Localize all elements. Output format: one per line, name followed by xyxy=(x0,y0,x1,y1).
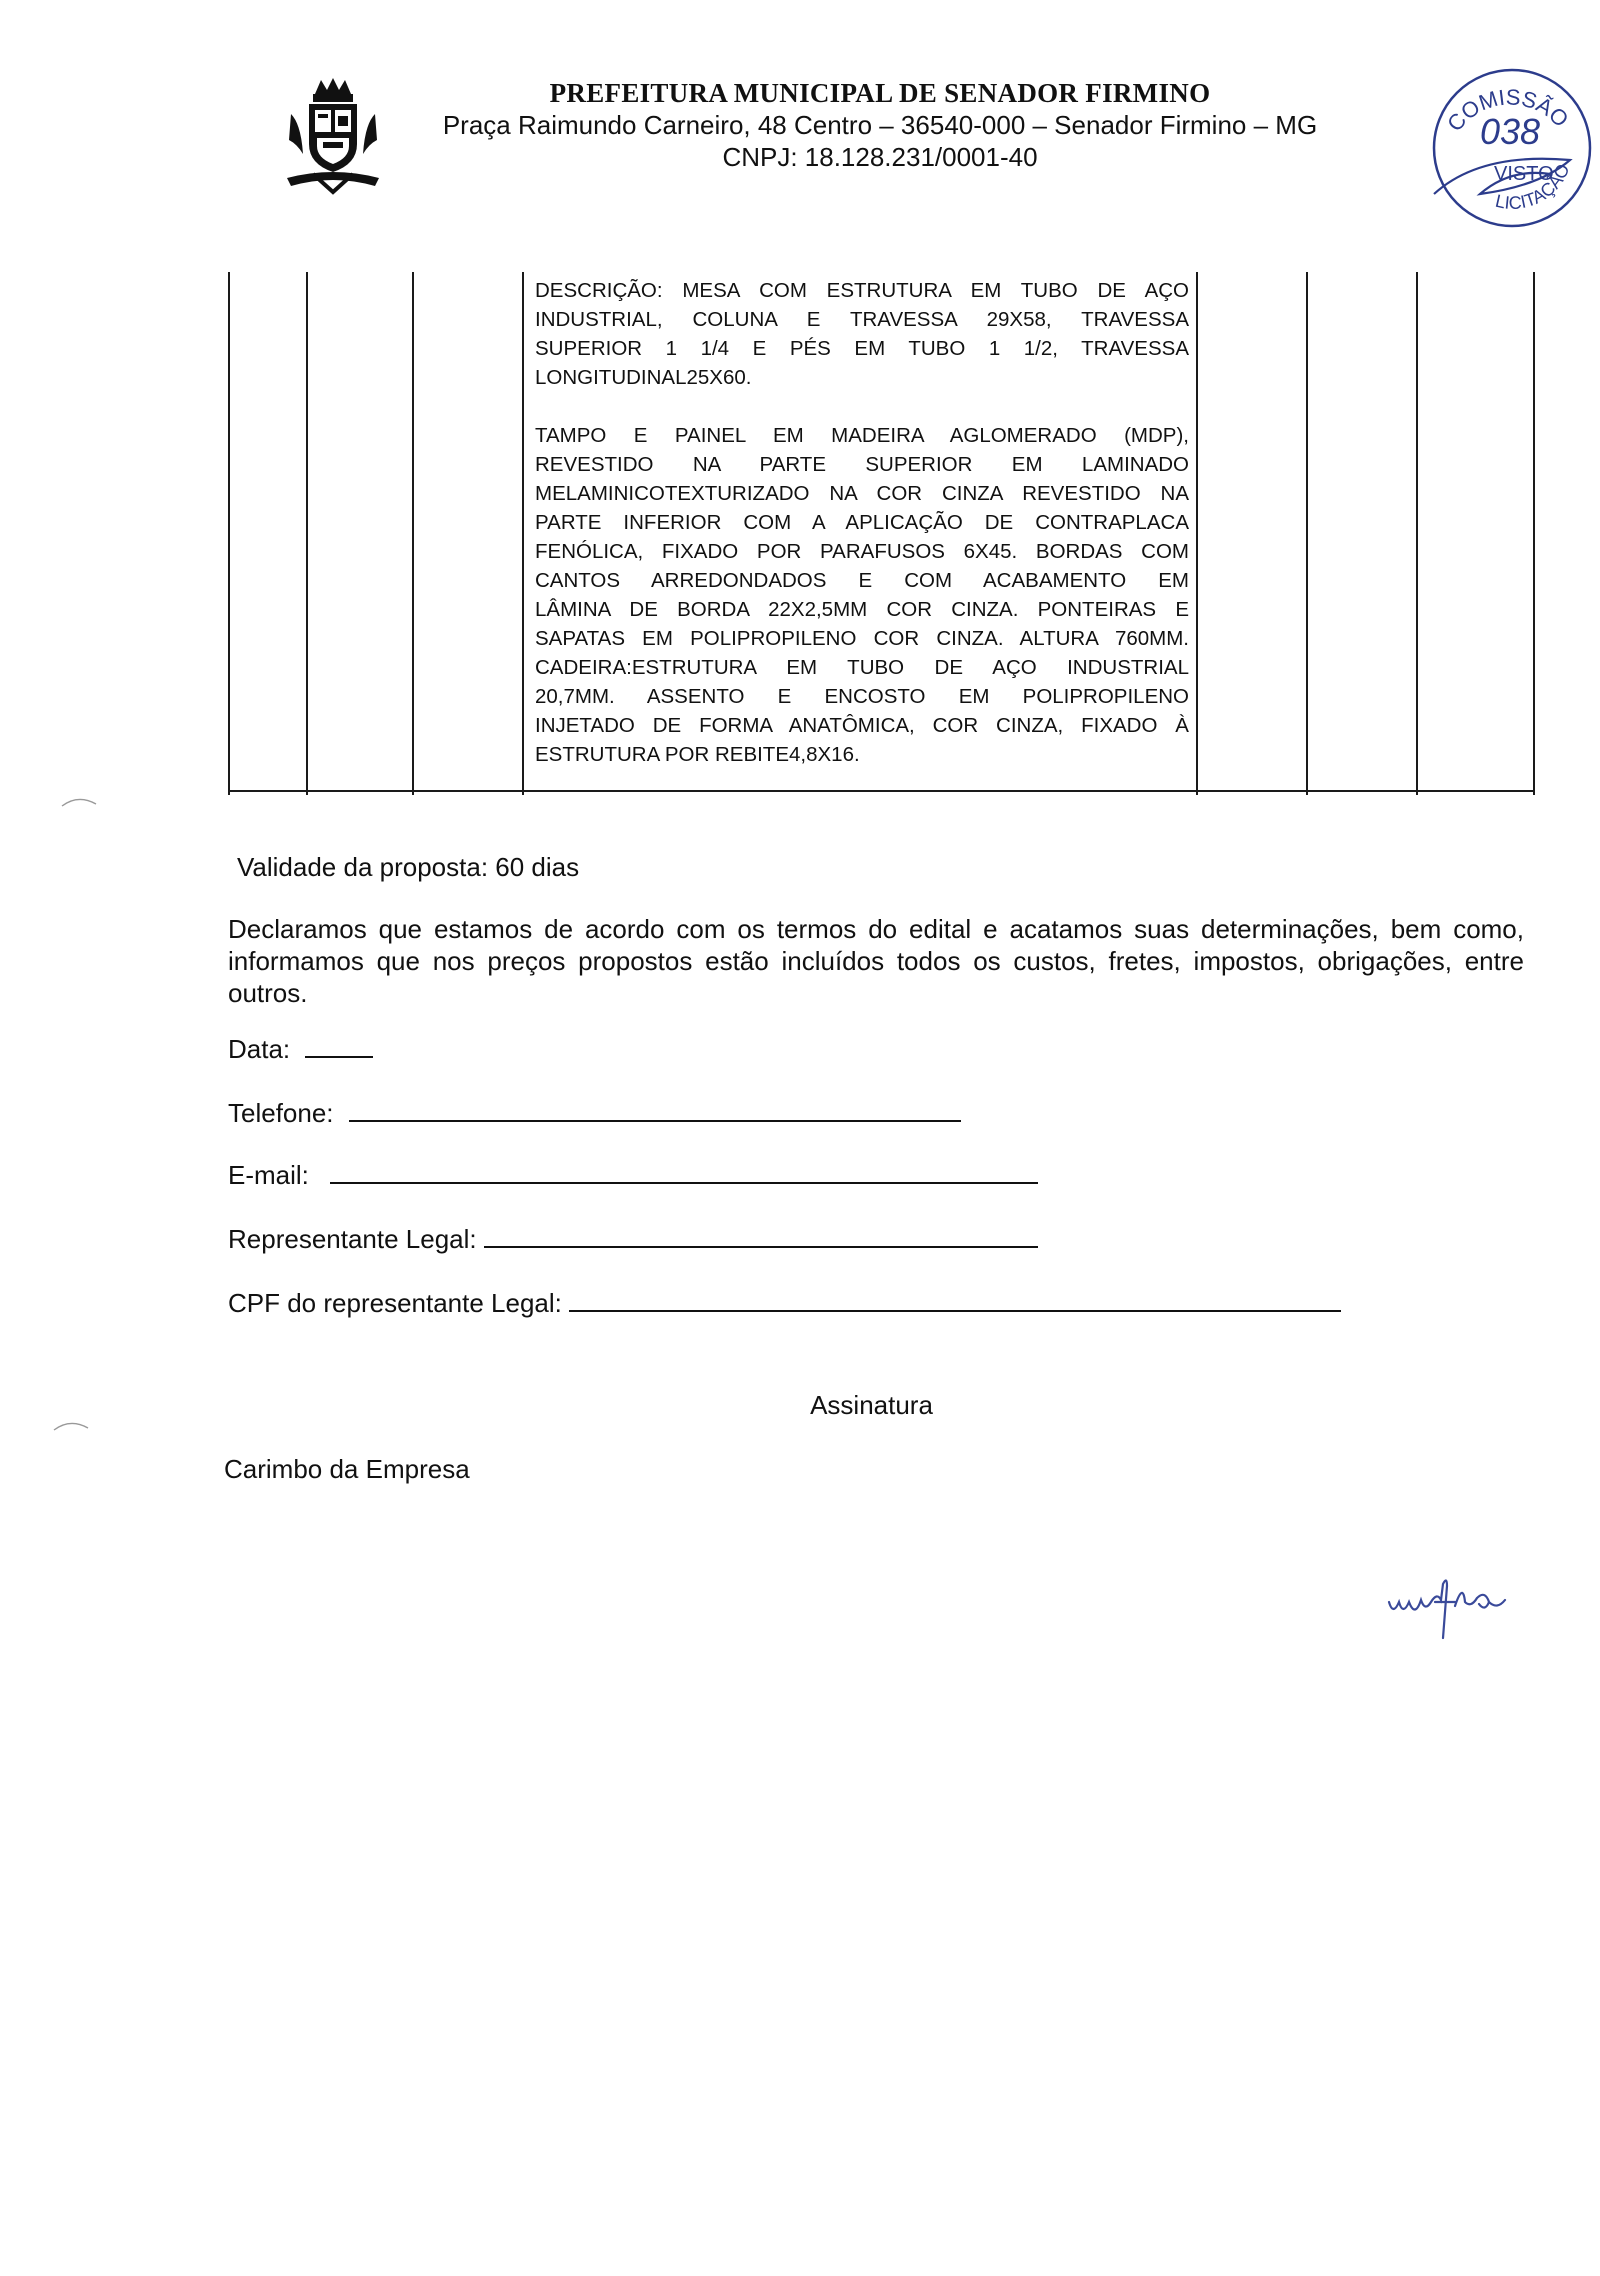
header-title: PREFEITURA MUNICIPAL DE SENADOR FIRMINO xyxy=(549,78,1211,108)
table-column-divider xyxy=(1196,272,1198,795)
description-paragraph xyxy=(535,276,1189,392)
description-line: MELAMINICOTEXTURIZADO NA COR CINZA REVESTIDO NA xyxy=(535,482,1189,505)
description-line: PARTE INFERIOR COM A APLICAÇÃO DE CONTRAPLACA xyxy=(535,511,1189,534)
header-cnpj: CNPJ: 18.128.231/0001-40 xyxy=(722,142,1038,172)
table-column-divider xyxy=(412,272,414,795)
description-line: SAPATAS EM POLIPROPILENO COR CINZA. ALTURA 760MM. xyxy=(535,627,1189,650)
date-blank-line xyxy=(305,1034,373,1058)
proposal-validity: Validade da proposta: 60 dias xyxy=(237,852,580,882)
description-line: LONGITUDINAL25X60. xyxy=(535,366,752,389)
company-stamp-label: Carimbo da Empresa xyxy=(224,1454,470,1484)
stamp-bottom-text: LICITAÇÃO xyxy=(1493,160,1574,214)
description-line: INJETADO DE FORMA ANATÔMICA, COR CINZA, FIXADO À xyxy=(535,714,1189,737)
phone-blank-line xyxy=(349,1098,961,1122)
table-border-left xyxy=(228,272,230,795)
legal-representative-field xyxy=(228,1224,1038,1255)
description-line: REVESTIDO NA PARTE SUPERIOR EM LAMINADO xyxy=(535,453,1189,476)
description-line: 20,7MM. ASSENTO E ENCOSTO EM POLIPROPILENO xyxy=(535,685,1189,708)
description-line: CADEIRA:ESTRUTURA EM TUBO DE AÇO INDUSTRIAL xyxy=(535,656,1189,679)
representative-cpf-blank-line xyxy=(569,1288,1341,1312)
phone-field xyxy=(228,1098,961,1129)
date-field xyxy=(228,1034,373,1065)
legal-representative-label: Representante Legal: xyxy=(228,1224,477,1254)
header-address: Praça Raimundo Carneiro, 48 Centro – 36540-000 – Senador Firmino – MG xyxy=(442,110,1318,140)
email-field xyxy=(228,1160,1038,1191)
stamp-middle-text: VISTO xyxy=(1494,163,1554,185)
table-column-divider xyxy=(1306,272,1308,795)
table-border-bottom xyxy=(228,790,1535,792)
table-column-divider xyxy=(306,272,308,795)
representative-cpf-label: CPF do representante Legal: xyxy=(228,1288,562,1318)
table-column-divider xyxy=(522,272,524,795)
table-border-right xyxy=(1533,272,1535,795)
description-line: LÂMINA DE BORDA 22X2,5MM COR CINZA. PONTEIRAS E xyxy=(535,598,1189,621)
representative-cpf-field xyxy=(228,1288,1341,1319)
table-description-cell xyxy=(535,276,1189,769)
details-paragraph xyxy=(535,421,1189,769)
description-line: INDUSTRIAL, COLUNA E TRAVESSA 29X58, TRAVESSA xyxy=(535,308,1189,331)
description-line: ESTRUTURA POR REBITE4,8X16. xyxy=(535,743,860,766)
handwritten-initials xyxy=(1385,1572,1555,1642)
signature-label: Assinatura xyxy=(810,1390,933,1420)
description-line: CANTOS ARREDONDADOS E COM ACABAMENTO EM xyxy=(535,569,1189,592)
email-blank-line xyxy=(330,1160,1038,1184)
description-line: TAMPO E PAINEL EM MADEIRA AGLOMERADO (MDP), xyxy=(535,424,1189,447)
phone-label: Telefone: xyxy=(228,1098,334,1128)
scan-mark xyxy=(60,792,100,812)
description-line: FENÓLICA, FIXADO POR PARAFUSOS 6X45. BORDAS COM xyxy=(535,540,1189,563)
date-label: Data: xyxy=(228,1034,291,1064)
stamp-top-text: COMISSÃO xyxy=(1442,84,1574,137)
legal-representative-blank-line xyxy=(484,1224,1038,1248)
description-line: DESCRIÇÃO: MESA COM ESTRUTURA EM TUBO DE AÇO xyxy=(535,279,1189,302)
scan-mark xyxy=(52,1416,92,1436)
description-line: SUPERIOR 1 1/4 E PÉS EM TUBO 1 1/2, TRAVESSA xyxy=(535,337,1189,360)
email-label: E-mail: xyxy=(228,1160,309,1190)
table-column-divider xyxy=(1416,272,1418,795)
commission-stamp xyxy=(1420,56,1600,236)
declaration-text: Declaramos que estamos de acordo com os termos do edital e acatamos suas determinações, bem como, informamos que nos preços propostos estão incluídos todos os custos, fretes, impostos, obrigações, entre outros. xyxy=(228,914,1524,1008)
stamp-number: 038 xyxy=(1480,111,1541,152)
